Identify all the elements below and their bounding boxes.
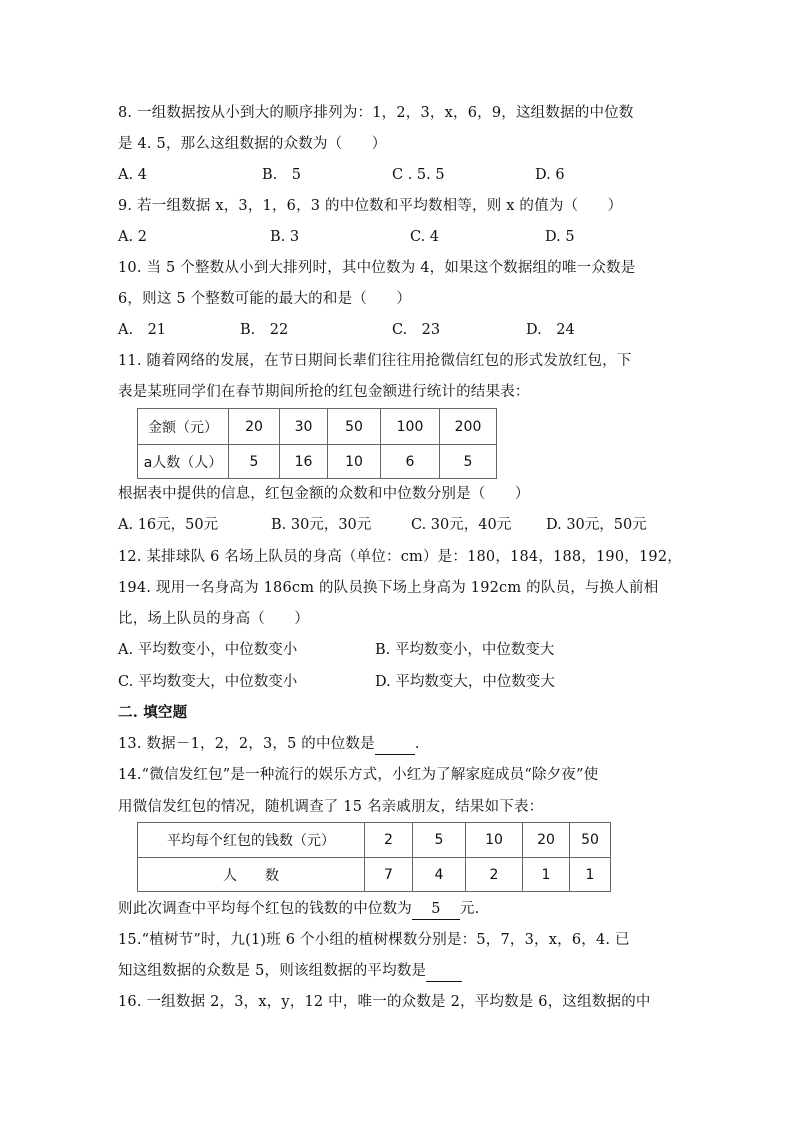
table-cell: 30 [280, 409, 328, 445]
q8-line-1: 8. 一组数据按从小到大的顺序排列为：1，2，3，x，6，9，这组数据的中位数 [118, 105, 634, 121]
q14-table [137, 822, 611, 892]
q13-end: . [414, 736, 420, 752]
table-cell: 2 [466, 858, 523, 892]
q11-table-row-count [138, 445, 497, 479]
table-cell: 10 [328, 445, 381, 479]
q11-line-1: 11. 随着网络的发展，在节日期间长辈们往往用抢微信红包的形式发放红包，下 [118, 353, 632, 369]
q12-option-b: B. 平均数变小，中位数变大 [375, 642, 555, 658]
q11-table [137, 408, 497, 479]
q8-option-a: A. 4 [118, 167, 147, 183]
q8-line-2: 是 4. 5，那么这组数据的众数为（ ） [118, 136, 387, 152]
q8-option-d: D. 6 [535, 167, 565, 183]
table-cell: 10 [466, 823, 523, 858]
table-cell: 平均每个红包的钱数（元） [138, 823, 365, 858]
table-cell: a人数（人） [138, 445, 229, 479]
table-cell: 200 [440, 409, 497, 445]
q15-text: 知这组数据的众数是 5，则该组数据的平均数是 [118, 963, 427, 979]
q11-line-3: 根据表中提供的信息，红包金额的众数和中位数分别是（ ） [118, 486, 530, 502]
q15-line-2 [118, 961, 462, 982]
q12-option-a: A. 平均数变小，中位数变小 [118, 642, 298, 658]
q14-table-row-people [138, 858, 611, 892]
q8-option-b: B. 5 [262, 167, 301, 183]
q15-line-1: 15.“植树节”时，九(1)班 6 个小组的植树棵数分别是：5，7，3，x，6，4. 已 [118, 932, 630, 948]
q8-option-c: C . 5. 5 [392, 167, 445, 183]
q12-option-d: D. 平均数变大，中位数变大 [375, 674, 555, 690]
q14-line-3 [118, 899, 480, 920]
q10-line-1: 10. 当 5 个整数从小到大排列时，其中位数为 4，如果这个数据组的唯一众数是 [118, 260, 636, 276]
table-cell: 人 数 [138, 858, 365, 892]
table-cell: 5 [413, 823, 466, 858]
q12-line-3: 比，场上队员的身高（ ） [118, 611, 310, 627]
q13-answer-blank[interactable] [375, 734, 415, 755]
table-cell: 20 [229, 409, 280, 445]
q10-line-2: 6，则这 5 个整数可能的最大的和是（ ） [118, 291, 412, 307]
q14-line-1: 14.“微信发红包”是一种流行的娱乐方式，小红为了解家庭成员“除夕夜”使 [118, 767, 599, 783]
q10-option-b: B. 22 [240, 322, 289, 338]
q11-option-b: B. 30元，30元 [271, 517, 372, 533]
q12-line-1: 12. 某排球队 6 名场上队员的身高（单位：cm）是：180，184，188，190，192， [118, 549, 682, 565]
q16-line-1: 16. 一组数据 2，3，x，y，12 中，唯一的众数是 2，平均数是 6，这组数据的中 [118, 994, 651, 1010]
q12-option-c: C. 平均数变大，中位数变小 [118, 674, 298, 690]
q12-line-2: 194. 现用一名身高为 186cm 的队员换下场上身高为 192cm 的队员，与换人前相 [118, 580, 659, 596]
q10-option-a: A. 21 [118, 322, 167, 338]
table-cell: 100 [381, 409, 440, 445]
q11-option-d: D. 30元，50元 [546, 517, 647, 533]
table-cell: 1 [570, 858, 611, 892]
table-cell: 金额（元） [138, 409, 229, 445]
table-cell: 16 [280, 445, 328, 479]
q10-option-c: C. 23 [392, 322, 441, 338]
q14-table-row-amount [138, 823, 611, 858]
table-cell: 20 [523, 823, 570, 858]
q14-unit: 元. [460, 901, 480, 917]
q9-option-d: D. 5 [545, 229, 575, 245]
table-cell: 50 [570, 823, 611, 858]
section-heading-fill-in: 二. 填空题 [118, 704, 188, 721]
table-cell: 4 [413, 858, 466, 892]
table-cell: 2 [365, 823, 413, 858]
q13-line [118, 734, 420, 755]
q9-option-a: A. 2 [118, 229, 147, 245]
table-cell: 50 [328, 409, 381, 445]
q14-line-2: 用微信发红包的情况，随机调查了 15 名亲戚朋友，结果如下表： [118, 799, 544, 815]
table-cell: 5 [440, 445, 497, 479]
q14-answer-blank[interactable]: 5 [412, 899, 460, 920]
table-cell: 5 [229, 445, 280, 479]
q11-line-2: 表是某班同学们在春节期间所抢的红包金额进行统计的结果表： [118, 384, 530, 400]
q15-answer-blank[interactable] [426, 961, 462, 982]
q11-option-c: C. 30元，40元 [411, 517, 512, 533]
q13-text: 13. 数据－1，2，2，3，5 的中位数是 [118, 736, 375, 752]
q10-option-d: D. 24 [526, 322, 575, 338]
table-cell: 6 [381, 445, 440, 479]
q9-line-1: 9. 若一组数据 x，3，1，6，3 的中位数和平均数相等，则 x 的值为（ ） [118, 198, 623, 214]
q14-text: 则此次调查中平均每个红包的钱数的中位数为 [118, 901, 412, 917]
table-cell: 1 [523, 858, 570, 892]
q9-option-c: C. 4 [410, 229, 440, 245]
q11-option-a: A. 16元，50元 [118, 517, 219, 533]
table-cell: 7 [365, 858, 413, 892]
q9-option-b: B. 3 [270, 229, 300, 245]
q11-table-row-amount [138, 409, 497, 445]
